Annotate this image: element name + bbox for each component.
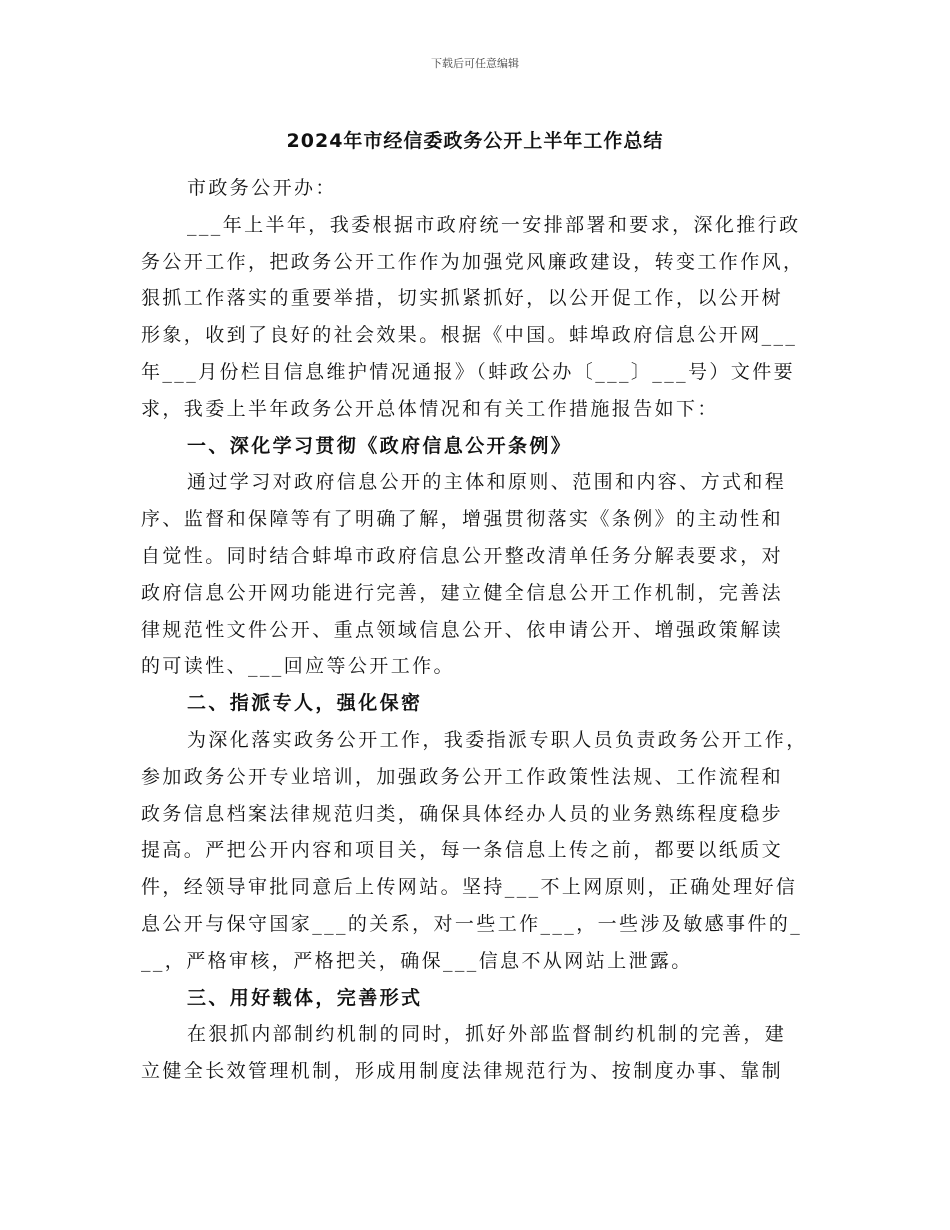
- paragraph-line: 狠抓工作落实的重要举措，切实抓紧抓好，以公开促工作，以公开树: [141, 287, 784, 310]
- paragraph-line: 立健全长效管理机制，形成用制度法律规范行为、按制度办事、靠制: [141, 1060, 784, 1083]
- paragraph-line: 形象，收到了良好的社会效果。根据《中国。蚌埠政府信息公开网___: [141, 324, 798, 347]
- paragraph-line: 政务信息档案法律规范归类，确保具体经办人员的业务熟练程度稳步: [141, 802, 784, 825]
- paragraph-line: 序、监督和保障等有了明确了解，增强贯彻落实《条例》的主动性和: [141, 508, 784, 531]
- paragraph-line: 自觉性。同时结合蚌埠市政府信息公开整改清单任务分解表要求，对: [141, 544, 784, 567]
- paragraph-line: 通过学习对政府信息公开的主体和原则、范围和内容、方式和程: [187, 471, 787, 494]
- paragraph-line: 为深化落实政务公开工作，我委指派专职人员负责政务公开工作，: [187, 728, 808, 751]
- section-heading: 一、深化学习贯彻《政府信息公开条例》: [187, 434, 573, 457]
- paragraph-line: 务公开工作，把政务公开工作作为加强党风廉政建设，转变工作作风，: [141, 250, 805, 273]
- header-note: 下载后可任意编辑: [431, 57, 519, 70]
- paragraph-line: 息公开与保守国家___的关系，对一些工作___，一些涉及敏感事件的_: [141, 912, 803, 935]
- document-title: 2024年市经信委政务公开上半年工作总结: [286, 130, 664, 152]
- section-heading: 二、指派专人，强化保密: [187, 692, 423, 715]
- paragraph-line: ___年上半年，我委根据市政府统一安排部署和要求，深化推行政: [187, 213, 801, 236]
- salutation: 市政务公开办：: [187, 177, 337, 199]
- paragraph-line: __，严格审核，严格把关，确保___信息不从网站上泄露。: [141, 949, 693, 972]
- section-heading: 三、用好载体，完善形式: [187, 986, 423, 1009]
- paragraph-line: 律规范性文件公开、重点领域信息公开、依申请公开、增强政策解读: [141, 618, 784, 641]
- paragraph-line: 参加政务公开专业培训，加强政务公开工作政策性法规、工作流程和: [141, 765, 784, 788]
- paragraph-line: 求，我委上半年政务公开总体情况和有关工作措施报告如下：: [141, 397, 719, 420]
- paragraph-line: 年___月份栏目信息维护情况通报》（蚌政公办〔___〕___号）文件要: [141, 360, 796, 383]
- paragraph-line: 在狠抓内部制约机制的同时，抓好外部监督制约机制的完善，建: [187, 1023, 787, 1046]
- paragraph-line: 的可读性、___回应等公开工作。: [141, 655, 455, 678]
- paragraph-line: 件，经领导审批同意后上传网站。坚持___不上网原则，正确处理好信: [141, 876, 798, 899]
- document-body: [141, 170, 811, 1090]
- paragraph-line: 政府信息公开网功能进行完善，建立健全信息公开工作机制，完善法: [141, 581, 784, 604]
- paragraph-line: 提高。严把公开内容和项目关，每一条信息上传之前，都要以纸质文: [141, 839, 784, 862]
